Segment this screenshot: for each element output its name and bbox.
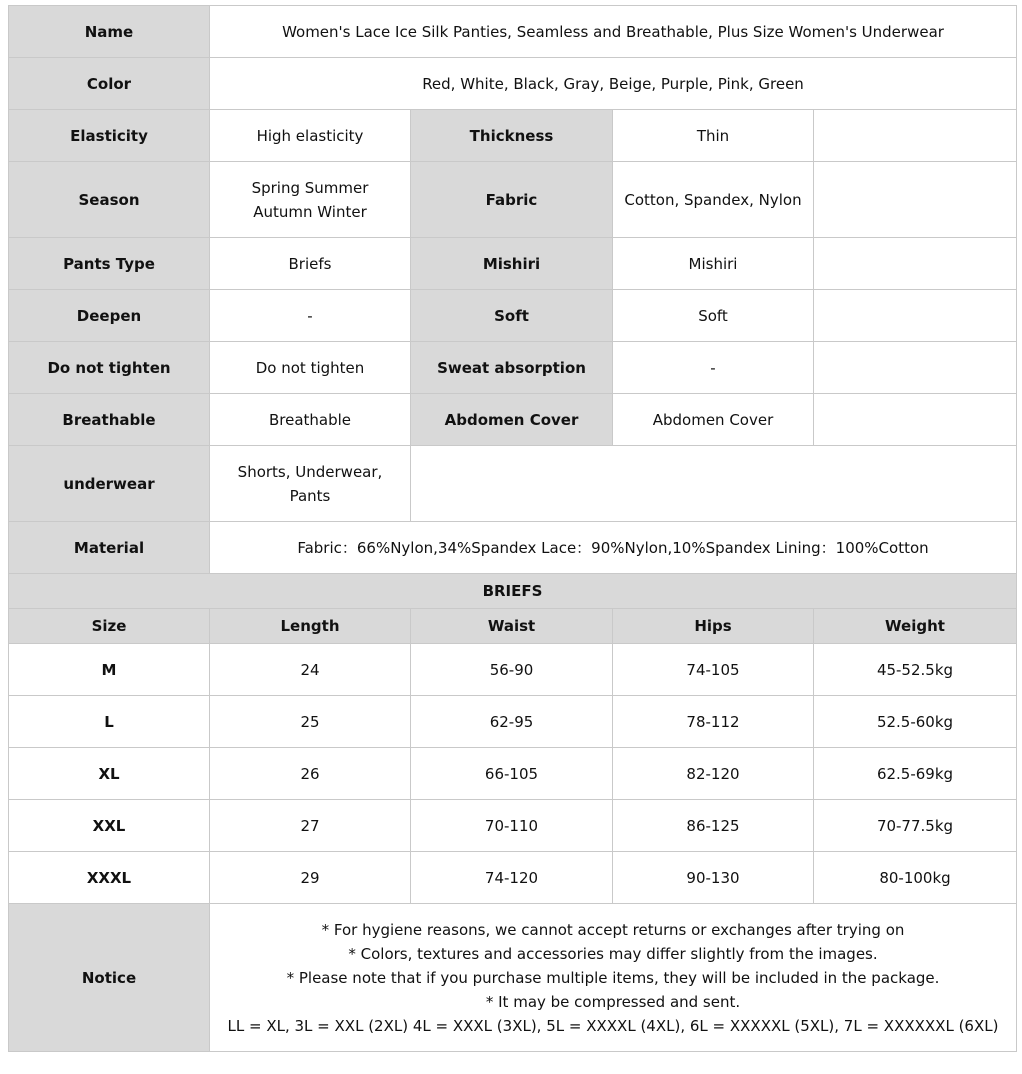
table-row [9, 644, 1017, 696]
fabric-value: Cotton, Spandex, Nylon [613, 162, 814, 238]
length-cell: 25 [210, 696, 411, 748]
attribute-row [9, 394, 1017, 446]
empty-cell [814, 394, 1017, 446]
hips-cell: 78-112 [613, 696, 814, 748]
material-value: Fabric：66%Nylon,34%Spandex Lace：90%Nylon,10%Spandex Lining：100%Cotton [210, 522, 1017, 574]
hips-cell: 82-120 [613, 748, 814, 800]
color-label: Color [9, 58, 210, 110]
thickness-label: Thickness [411, 110, 613, 162]
attribute-row [9, 342, 1017, 394]
underwear-value-line: Shorts, Underwear, [237, 462, 383, 481]
attribute-row [9, 162, 1017, 238]
abdomen-cover-value: Abdomen Cover [613, 394, 814, 446]
empty-cell [814, 110, 1017, 162]
waist-cell: 74-120 [411, 852, 613, 904]
elasticity-label: Elasticity [9, 110, 210, 162]
hips-cell: 90-130 [613, 852, 814, 904]
size-chart-title: BRIEFS [9, 574, 1017, 609]
table-row [9, 696, 1017, 748]
empty-cell [814, 342, 1017, 394]
product-spec-table [8, 5, 1017, 1052]
size-cell: L [9, 696, 210, 748]
length-cell: 29 [210, 852, 411, 904]
empty-cell [814, 238, 1017, 290]
waist-cell: 70-110 [411, 800, 613, 852]
column-header: Hips [613, 609, 814, 644]
notice-line: LL = XL, 3L = XXL (2XL) 4L = XXXL (3XL), 5L = XXXXL (4XL), 6L = XXXXXL (5XL), 7L = XXXXXXL (6XL) [227, 1016, 999, 1035]
breathable-value: Breathable [210, 394, 411, 446]
column-header: Size [9, 609, 210, 644]
size-chart-header-row [9, 609, 1017, 644]
waist-cell: 56-90 [411, 644, 613, 696]
hips-cell: 74-105 [613, 644, 814, 696]
breathable-label: Breathable [9, 394, 210, 446]
name-label: Name [9, 6, 210, 58]
material-label: Material [9, 522, 210, 574]
abdomen-cover-label: Abdomen Cover [411, 394, 613, 446]
sweat-absorption-value: - [613, 342, 814, 394]
table-row [9, 800, 1017, 852]
attribute-row [9, 238, 1017, 290]
season-value-line: Spring Summer [251, 178, 369, 197]
size-cell: XXXL [9, 852, 210, 904]
mishiri-value: Mishiri [613, 238, 814, 290]
material-row [9, 522, 1017, 574]
underwear-label: underwear [9, 446, 210, 522]
deepen-value: - [210, 290, 411, 342]
notice-label: Notice [9, 904, 210, 1052]
notice-text [210, 904, 1017, 1052]
weight-cell: 70-77.5kg [814, 800, 1017, 852]
column-header: Length [210, 609, 411, 644]
elasticity-value: High elasticity [210, 110, 411, 162]
underwear-value-line: Pants [289, 486, 331, 505]
season-label: Season [9, 162, 210, 238]
color-row [9, 58, 1017, 110]
mishiri-label: Mishiri [411, 238, 613, 290]
size-cell: M [9, 644, 210, 696]
size-chart-title-row [9, 574, 1017, 609]
thickness-value: Thin [613, 110, 814, 162]
underwear-value [210, 446, 411, 522]
waist-cell: 66-105 [411, 748, 613, 800]
notice-line: * Colors, textures and accessories may differ slightly from the images. [348, 944, 878, 963]
notice-line: * Please note that if you purchase multiple items, they will be included in the package. [286, 968, 940, 987]
sweat-absorption-label: Sweat absorption [411, 342, 613, 394]
length-cell: 26 [210, 748, 411, 800]
soft-value: Soft [613, 290, 814, 342]
notice-row [9, 904, 1017, 1052]
weight-cell: 80-100kg [814, 852, 1017, 904]
deepen-label: Deepen [9, 290, 210, 342]
notice-line: * For hygiene reasons, we cannot accept returns or exchanges after trying on [321, 920, 905, 939]
name-value: Women's Lace Ice Silk Panties, Seamless and Breathable, Plus Size Women's Underwear [210, 6, 1017, 58]
attribute-row [9, 446, 1017, 522]
length-cell: 24 [210, 644, 411, 696]
hips-cell: 86-125 [613, 800, 814, 852]
length-cell: 27 [210, 800, 411, 852]
pants-type-label: Pants Type [9, 238, 210, 290]
do-not-tighten-value: Do not tighten [210, 342, 411, 394]
notice-line: * It may be compressed and sent. [485, 992, 741, 1011]
do-not-tighten-label: Do not tighten [9, 342, 210, 394]
weight-cell: 62.5-69kg [814, 748, 1017, 800]
weight-cell: 45-52.5kg [814, 644, 1017, 696]
table-row [9, 852, 1017, 904]
soft-label: Soft [411, 290, 613, 342]
color-value: Red, White, Black, Gray, Beige, Purple, Pink, Green [210, 58, 1017, 110]
name-row [9, 6, 1017, 58]
size-cell: XXL [9, 800, 210, 852]
size-cell: XL [9, 748, 210, 800]
season-value [210, 162, 411, 238]
fabric-label: Fabric [411, 162, 613, 238]
empty-cell [814, 290, 1017, 342]
weight-cell: 52.5-60kg [814, 696, 1017, 748]
waist-cell: 62-95 [411, 696, 613, 748]
table-row [9, 748, 1017, 800]
empty-cell [814, 162, 1017, 238]
attribute-row [9, 290, 1017, 342]
column-header: Weight [814, 609, 1017, 644]
column-header: Waist [411, 609, 613, 644]
pants-type-value: Briefs [210, 238, 411, 290]
empty-cell [411, 446, 1017, 522]
season-value-line: Autumn Winter [253, 202, 367, 221]
attribute-row [9, 110, 1017, 162]
